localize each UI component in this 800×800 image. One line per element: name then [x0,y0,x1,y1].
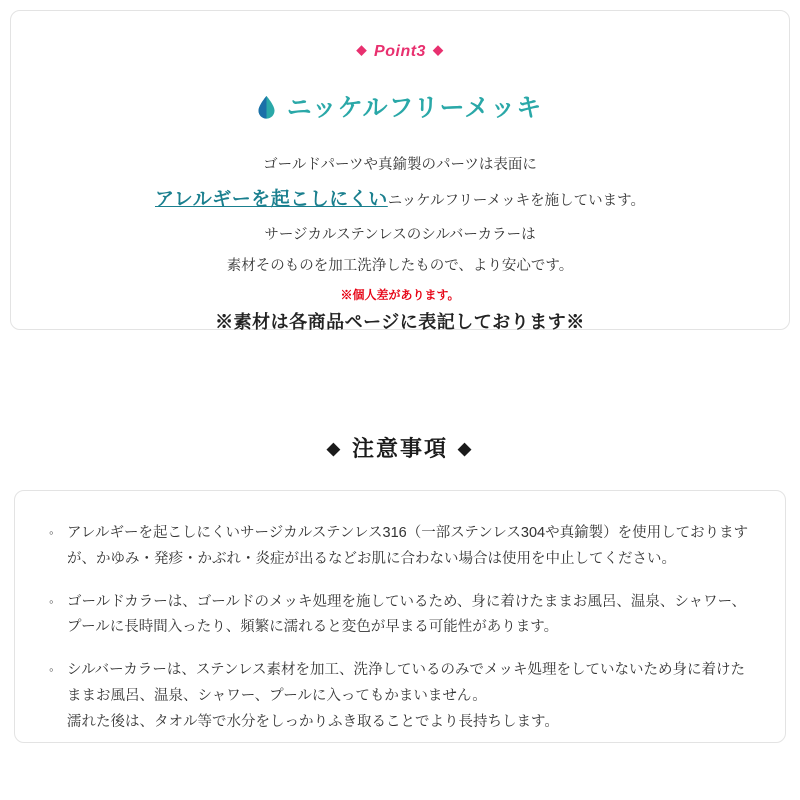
diamond-icon-notes-right: ◆ [458,439,474,458]
point-label-text: Point3 [374,43,426,60]
note-text-3 [67,658,751,735]
point-body-line2 [11,180,789,220]
list-item [49,521,751,573]
point-title-text: ニッケルフリーメッキ [286,94,543,122]
point-body [11,150,789,281]
bullet-icon: ◦ [49,662,54,678]
water-drop-icon [258,96,275,119]
individual-difference-note: ※個人差があります。 [340,288,460,303]
point-body-line4: 素材そのものを加工洗浄したもので、より安心です。 [226,257,574,274]
material-page-note: ※素材は各商品ページに表記しております※ [215,312,585,333]
diamond-icon-left: ◆ [356,42,368,57]
point3-card [10,10,790,333]
notes-card [14,490,786,743]
diamond-icon-notes-left: ◆ [326,439,342,458]
bullet-icon: ◦ [49,525,54,540]
point-body-line1: ゴールドパーツや真鍮製のパーツは表面に [263,157,537,173]
point-label [11,42,789,61]
point-body-line2-rest: ニッケルフリーメッキを施しています。 [387,193,645,210]
diamond-icon-right: ◆ [432,42,444,57]
notes-heading-text: 注意事項 [351,436,448,461]
note-text-3-extra: 濡れた後は、タオル等で水分をしっかりふき取ることでより長持ちします。 [67,713,559,730]
point-body-line3: サージカルステンレスのシルバーカラーは [264,227,536,244]
allergy-emphasis-text: アレルギーを起こしにくい [154,189,388,211]
note-text-3-main: シルバーカラーは、ステンレス素材を加工、洗浄しているのみでメッキ処理をしていないため身に着けたままお風呂、温泉、シャワー、プールに入ってもかまいません。 [67,662,746,704]
point-title [11,88,789,124]
notes-heading [0,432,800,463]
note-text-2: ゴールドカラーは、ゴールドのメッキ処理を施しているため、身に着けたままお風呂、温泉、シャワー、プールに長時間入ったり、頻繁に濡れると変色が早まる可能性があります。 [67,593,747,636]
bullet-icon: ◦ [49,593,54,609]
list-item [49,658,751,735]
list-item [49,590,751,642]
note-text-1: アレルギーを起こしにくいサージカルステンレス316（一部ステンレス304や真鍮製）を使用しておりますが、かゆみ・発疹・かぶれ・炎症が出るなどお肌に合わない場合は使用を中止してください。 [67,525,749,567]
